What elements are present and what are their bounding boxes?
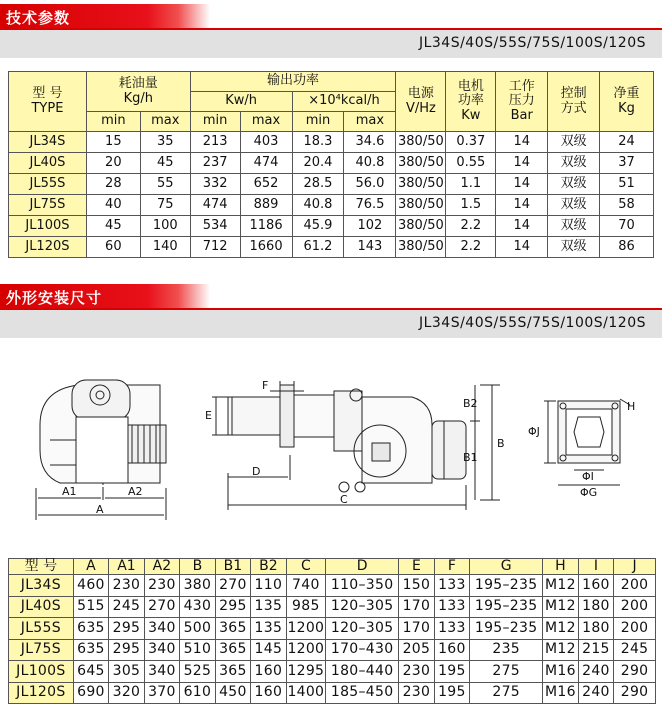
table-cell: 2.2 (446, 216, 496, 237)
model-cell: JL120S (9, 237, 87, 258)
column-header: B2 (251, 559, 286, 575)
table-cell: 500 (180, 618, 215, 640)
column-header: H (543, 559, 578, 575)
table-cell: 380 (180, 575, 215, 597)
table-cell: 135 (251, 618, 286, 640)
column-header: A (73, 559, 108, 575)
table-cell: 51 (600, 174, 654, 195)
th-kcal: ×10⁴kcal/h (292, 92, 396, 112)
th-motor: 电机 功率 Kw (446, 72, 496, 132)
table-cell: 525 (180, 661, 215, 683)
table-cell: M12 (543, 639, 578, 661)
table-cell: 110 (251, 575, 286, 597)
section-tab (0, 284, 210, 310)
column-header: A1 (109, 559, 144, 575)
table-cell: 237 (190, 153, 240, 174)
table-cell: 534 (190, 216, 240, 237)
table-cell: 245 (109, 596, 144, 618)
table-cell: 双级 (548, 132, 600, 153)
column-header: E (399, 559, 434, 575)
dim-label-h: H (627, 400, 636, 413)
model-series-bar (0, 310, 662, 338)
table-cell: 135 (251, 596, 286, 618)
dim-label-f: F (262, 379, 269, 392)
table-cell: 690 (73, 682, 108, 704)
th-kwh: Kw/h (190, 92, 292, 112)
table-cell: 235 (470, 639, 543, 661)
dim-label-d: D (252, 465, 261, 478)
table-cell: 180–440 (326, 661, 399, 683)
table-cell: 474 (190, 195, 240, 216)
table-cell: 340 (144, 639, 179, 661)
table-cell: 133 (434, 575, 469, 597)
th-min: min (86, 112, 140, 132)
table-cell: 652 (240, 174, 292, 195)
table-cell: 645 (73, 661, 108, 683)
table-cell: 450 (215, 682, 250, 704)
table-cell: 双级 (548, 174, 600, 195)
table-cell: 740 (286, 575, 326, 597)
table-cell: 160 (578, 575, 613, 597)
table-cell: 1186 (240, 216, 292, 237)
table-cell: 380/50 (396, 174, 446, 195)
table-row (9, 661, 656, 683)
section-tab (0, 4, 210, 30)
model-cell: JL100S (9, 216, 87, 237)
table-cell: 295 (109, 618, 144, 640)
th-min: min (190, 112, 240, 132)
dim-label-c: C (340, 493, 348, 506)
table-cell: 160 (251, 682, 286, 704)
table-cell: 14 (496, 237, 548, 258)
table-cell: 215 (578, 639, 613, 661)
table-cell: M16 (543, 682, 578, 704)
model-cell: JL40S (9, 153, 87, 174)
table-cell: 195–235 (470, 575, 543, 597)
column-header: A2 (144, 559, 179, 575)
table-cell: 2.2 (446, 237, 496, 258)
table-cell: 40 (86, 195, 140, 216)
table-cell: 1200 (286, 618, 326, 640)
dim-label-a1: A1 (62, 485, 77, 498)
table-cell: 240 (578, 661, 613, 683)
table-cell: 985 (286, 596, 326, 618)
table-cell: 14 (496, 174, 548, 195)
column-header: G (470, 559, 543, 575)
table-cell: 230 (109, 575, 144, 597)
dim-label-j: ΦJ (528, 425, 540, 438)
table-cell: 170 (399, 618, 434, 640)
column-header: I (578, 559, 613, 575)
table-cell: M12 (543, 575, 578, 597)
table-cell: 370 (144, 682, 179, 704)
section-header-tech (0, 4, 662, 30)
table-cell: 61.2 (292, 237, 344, 258)
model-cell: JL75S (9, 195, 87, 216)
table-cell: 24 (600, 132, 654, 153)
table-cell: 45.9 (292, 216, 344, 237)
table-cell: 35 (140, 132, 190, 153)
table-cell: M12 (543, 618, 578, 640)
table-cell: 195 (434, 682, 469, 704)
table-cell: 245 (614, 639, 656, 661)
table-cell: 170–430 (326, 639, 399, 661)
table-cell: M16 (543, 661, 578, 683)
table-cell: 76.5 (344, 195, 396, 216)
table-cell: 110–350 (326, 575, 399, 597)
table-cell: 180 (578, 596, 613, 618)
column-header: F (434, 559, 469, 575)
table-cell: 635 (73, 618, 108, 640)
table-cell: 20.4 (292, 153, 344, 174)
dim-label-a: A (96, 503, 104, 516)
table-cell: 14 (496, 195, 548, 216)
th-min: min (292, 112, 344, 132)
table-cell: 320 (109, 682, 144, 704)
burner-side-view (40, 380, 166, 498)
table-row (9, 132, 654, 153)
table-cell: 14 (496, 132, 548, 153)
table-cell: 515 (73, 596, 108, 618)
table-cell: 474 (240, 153, 292, 174)
table-row (9, 195, 654, 216)
table-cell: 712 (190, 237, 240, 258)
table-cell: 1295 (286, 661, 326, 683)
table-cell: 200 (614, 575, 656, 597)
table-cell: 365 (215, 618, 250, 640)
th-max: max (240, 112, 292, 132)
th-weight: 净重 Kg (600, 72, 654, 132)
table-cell: 120–305 (326, 596, 399, 618)
table-cell: 610 (180, 682, 215, 704)
table-cell: 160 (251, 661, 286, 683)
table-cell: 双级 (548, 237, 600, 258)
table-row (9, 682, 656, 704)
column-header: J (614, 559, 656, 575)
table-cell: 45 (86, 216, 140, 237)
table-cell: 0.37 (446, 132, 496, 153)
table-cell: 295 (215, 596, 250, 618)
table-cell: 889 (240, 195, 292, 216)
table-row (9, 216, 654, 237)
model-cell: JL120S (9, 682, 74, 704)
dim-label-b1: B1 (463, 451, 478, 464)
model-cell: JL40S (9, 596, 74, 618)
table-cell: 240 (578, 682, 613, 704)
table-cell: 133 (434, 618, 469, 640)
model-cell: JL34S (9, 575, 74, 597)
table-row (9, 639, 656, 661)
table-cell: 365 (215, 639, 250, 661)
table-row (9, 174, 654, 195)
table-cell: 143 (344, 237, 396, 258)
th-control: 控制 方式 (548, 72, 600, 132)
table-cell: 133 (434, 596, 469, 618)
table-cell: 150 (399, 575, 434, 597)
model-series: JL34S/40S/55S/75S/100S/120S (418, 315, 646, 331)
table-cell: 305 (109, 661, 144, 683)
table-cell: 195–235 (470, 618, 543, 640)
table-cell: 230 (144, 575, 179, 597)
spec-table (8, 71, 654, 258)
model-cell: JL55S (9, 174, 87, 195)
table-cell: 75 (140, 195, 190, 216)
table-cell: 18.3 (292, 132, 344, 153)
table-cell: 340 (144, 661, 179, 683)
table-cell: 380/50 (396, 216, 446, 237)
table-cell: 230 (399, 682, 434, 704)
table-cell: 20 (86, 153, 140, 174)
th-type: 型 号 TYPE (9, 72, 87, 132)
table-cell: 1660 (240, 237, 292, 258)
table-cell: 275 (470, 661, 543, 683)
th-max: max (140, 112, 190, 132)
table-cell: 340 (144, 618, 179, 640)
table-cell: 205 (399, 639, 434, 661)
table-row (9, 153, 654, 174)
section-title: 技术参数 (6, 9, 71, 27)
table-cell: 1200 (286, 639, 326, 661)
dim-label-a2: A2 (128, 485, 143, 498)
table-cell: 430 (180, 596, 215, 618)
dim-label-g: ΦG (580, 486, 598, 499)
table-cell: 58 (600, 195, 654, 216)
table-cell: 145 (251, 639, 286, 661)
table-cell: 230 (399, 661, 434, 683)
table-cell: 70 (600, 216, 654, 237)
th-power: 输出功率 (190, 72, 396, 92)
th-voltage: 电源 V/Hz (396, 72, 446, 132)
table-cell: 14 (496, 216, 548, 237)
table-cell: 380/50 (396, 132, 446, 153)
table-row (9, 575, 656, 597)
model-cell: JL100S (9, 661, 74, 683)
table-cell: 403 (240, 132, 292, 153)
table-cell: 170 (399, 596, 434, 618)
table-cell: 332 (190, 174, 240, 195)
table-cell: 55 (140, 174, 190, 195)
table-cell: M12 (543, 596, 578, 618)
table-cell: 195 (434, 661, 469, 683)
table-cell: 270 (144, 596, 179, 618)
column-header: B1 (215, 559, 250, 575)
table-cell: 380/50 (396, 195, 446, 216)
th-oil: 耗油量 Kg/h (86, 72, 190, 112)
table-row (9, 596, 656, 618)
table-cell: 160 (434, 639, 469, 661)
table-cell: 86 (600, 237, 654, 258)
table-cell: 195–235 (470, 596, 543, 618)
burner-front-view (228, 385, 466, 492)
table-cell: 56.0 (344, 174, 396, 195)
dim-label-i: ΦI (582, 470, 594, 483)
table-cell: 213 (190, 132, 240, 153)
model-series: JL34S/40S/55S/75S/100S/120S (418, 35, 646, 51)
table-cell: 185–450 (326, 682, 399, 704)
dim-label-b2: B2 (463, 397, 478, 410)
table-cell: 1.5 (446, 195, 496, 216)
table-cell: 380/50 (396, 237, 446, 258)
model-series-bar (0, 30, 662, 58)
th-pressure: 工作 压力 Bar (496, 72, 548, 132)
table-cell: 290 (614, 661, 656, 683)
th-max: max (344, 112, 396, 132)
flange-view (558, 401, 620, 463)
table-cell: 460 (73, 575, 108, 597)
column-header: D (326, 559, 399, 575)
table-cell: 295 (109, 639, 144, 661)
section-title: 外形安装尺寸 (6, 289, 103, 307)
table-cell: 270 (215, 575, 250, 597)
dim-label-b: B (497, 437, 505, 450)
table-cell: 380/50 (396, 153, 446, 174)
table-cell: 37 (600, 153, 654, 174)
installation-diagram (0, 355, 662, 530)
table-cell: 1400 (286, 682, 326, 704)
table-cell: 双级 (548, 153, 600, 174)
column-header: B (180, 559, 215, 575)
table-cell: 14 (496, 153, 548, 174)
table-cell: 28 (86, 174, 140, 195)
table-cell: 双级 (548, 195, 600, 216)
table-cell: 275 (470, 682, 543, 704)
model-cell: JL34S (9, 132, 87, 153)
table-cell: 635 (73, 639, 108, 661)
table-cell: 180 (578, 618, 613, 640)
model-cell: JL75S (9, 639, 74, 661)
table-cell: 100 (140, 216, 190, 237)
table-cell: 200 (614, 596, 656, 618)
table-row (9, 618, 656, 640)
table-row (9, 237, 654, 258)
table-cell: 102 (344, 216, 396, 237)
section-header-dims (0, 284, 662, 310)
table-cell: 34.6 (344, 132, 396, 153)
table-cell: 0.55 (446, 153, 496, 174)
dimensions-table (8, 558, 656, 704)
table-cell: 28.5 (292, 174, 344, 195)
table-cell: 15 (86, 132, 140, 153)
table-cell: 60 (86, 237, 140, 258)
table-cell: 120–305 (326, 618, 399, 640)
table-cell: 510 (180, 639, 215, 661)
table-cell: 200 (614, 618, 656, 640)
table-cell: 双级 (548, 216, 600, 237)
table-cell: 45 (140, 153, 190, 174)
table-cell: 140 (140, 237, 190, 258)
table-cell: 1.1 (446, 174, 496, 195)
table-cell: 40.8 (344, 153, 396, 174)
dim-label-e: E (205, 409, 212, 422)
model-cell: JL55S (9, 618, 74, 640)
table-cell: 365 (215, 661, 250, 683)
column-header: 型 号 (9, 559, 74, 575)
column-header: C (286, 559, 326, 575)
table-cell: 290 (614, 682, 656, 704)
table-cell: 40.8 (292, 195, 344, 216)
